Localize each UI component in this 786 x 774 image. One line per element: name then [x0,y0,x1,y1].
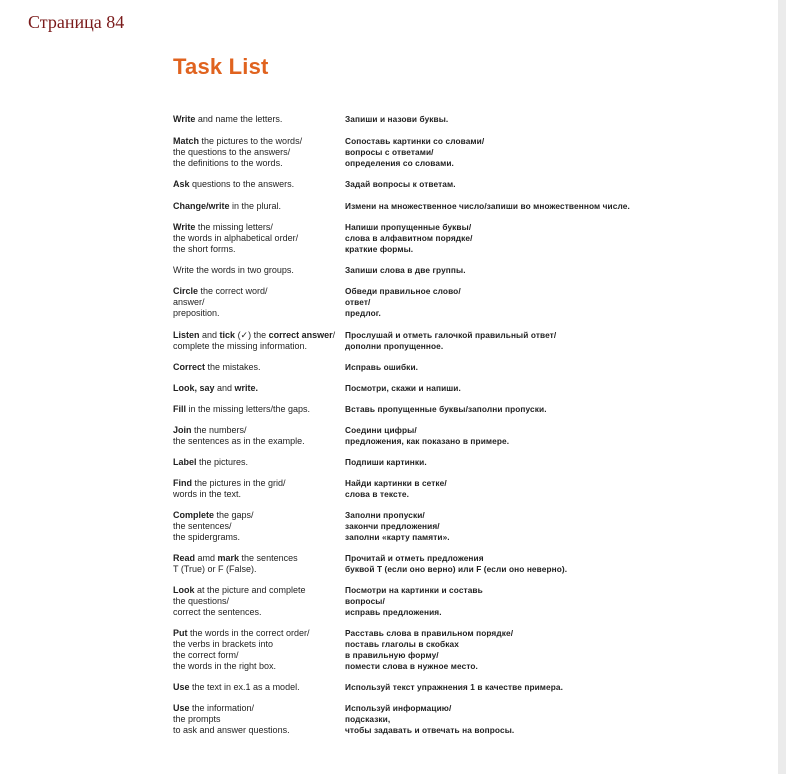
task-russian-line: помести слова в нужное место. [345,661,478,671]
task-russian-line: Прослушай и отметь галочкой правильный ответ/ [345,330,557,340]
task-russian-line: предложения, как показано в примере. [345,436,510,446]
task-russian-line: слова в алфавитном порядке/ [345,233,473,243]
task-keyword: Change/write [173,201,230,211]
task-russian-line: вопросы с ответами/ [345,147,434,157]
task-english [173,425,345,447]
task-row [173,383,753,394]
task-row [173,330,753,352]
task-russian-line: заполни «карту памяти». [345,532,450,542]
task-english-line [173,179,345,190]
task-keyword: Correct [173,362,206,372]
task-row [173,553,753,575]
task-text: the words in the right box. [173,661,277,671]
task-row [173,404,753,415]
task-russian [345,179,753,190]
task-russian [345,404,753,415]
task-text: and name the letters. [195,114,283,124]
task-russian-line: закончи предложения/ [345,521,440,531]
task-english-line [173,265,345,276]
task-row [173,265,753,276]
task-text: the questions/ [173,596,230,606]
task-english-line [173,703,345,714]
task-english-line [173,564,345,575]
task-text: words in the text. [173,489,242,499]
task-english-line [173,436,345,447]
task-text: the sentences as in the example. [173,436,305,446]
task-russian-line: предлог. [345,308,381,318]
task-keyword: Label [173,457,197,467]
task-row [173,425,753,447]
task-keyword: Use [173,682,190,692]
task-english [173,585,345,618]
task-russian-line: в правильную форму/ [345,650,439,660]
task-russian-line: Расставь слова в правильном порядке/ [345,628,514,638]
task-row [173,585,753,618]
task-english [173,286,345,319]
task-russian [345,114,753,125]
task-english [173,265,345,276]
task-russian [345,682,753,693]
task-russian-line: Подпиши картинки. [345,457,427,467]
task-keyword: Write [173,222,196,232]
page-number-label: Страница 84 [28,12,125,32]
task-text: the verbs in brackets into [173,639,274,649]
task-english [173,201,345,212]
task-english-line [173,596,345,607]
task-english-line [173,714,345,725]
task-russian-line: Обведи правильное слово/ [345,286,461,296]
task-english [173,553,345,575]
task-russian [345,553,753,575]
task-russian [345,201,753,212]
task-english-line [173,478,345,489]
task-english-line [173,404,345,415]
task-english-line [173,521,345,532]
task-english-line [173,628,345,639]
task-text: correct the sentences. [173,607,262,617]
task-russian-line: буквой T (если оно верно) или F (если оно неверно). [345,564,568,574]
task-text: the correct word/ [198,286,268,296]
task-russian-line: Напиши пропущенные буквы/ [345,222,472,232]
task-text: the text in ex.1 as a model. [189,682,300,692]
task-row [173,362,753,373]
task-english-line [173,425,345,436]
task-russian-line: Запиши слова в две группы. [345,265,466,275]
task-text: the gaps/ [214,510,254,520]
task-english [173,478,345,500]
task-russian-line: Используй текст упражнения 1 в качестве примера. [345,682,564,692]
task-russian-line: Используй информацию/ [345,703,452,713]
task-russian-line: вопросы/ [345,596,385,606]
task-keyword: tick [219,330,236,340]
task-english-line [173,489,345,500]
task-english [173,510,345,543]
task-russian [345,265,753,276]
task-russian [345,425,753,447]
task-keyword: mark [217,553,240,563]
task-list [173,114,753,736]
task-english-line [173,607,345,618]
task-keyword: Use [173,703,190,713]
task-russian-line: Задай вопросы к ответам. [345,179,456,189]
task-russian [345,383,753,394]
task-row [173,628,753,672]
task-row [173,179,753,190]
task-text: to ask and answer questions. [173,725,290,735]
task-text: the words in alphabetical order/ [173,233,299,243]
page-title: Task List [173,54,269,79]
task-english-line [173,286,345,297]
task-russian [345,510,753,543]
task-text: the information/ [189,703,255,713]
task-text: the sentences [239,553,298,563]
task-english [173,136,345,169]
task-russian-line: Запиши и назови буквы. [345,114,449,124]
task-english [173,362,345,373]
task-english-line [173,244,345,255]
task-russian-line: слова в тексте. [345,489,409,499]
task-english [173,404,345,415]
task-text: and [214,383,235,393]
task-english-line [173,147,345,158]
task-row [173,136,753,169]
task-keyword: Look, say [173,383,215,393]
task-keyword: Complete [173,510,215,520]
task-russian [345,457,753,468]
task-russian [345,478,753,500]
task-russian-line: Исправь ошибки. [345,362,419,372]
task-russian-line: Прочитай и отметь предложения [345,553,484,563]
task-text: the short forms. [173,244,236,254]
task-text: the spidergrams. [173,532,241,542]
task-english-line [173,650,345,661]
task-russian-line: Заполни пропуски/ [345,510,425,520]
task-russian [345,286,753,319]
task-english [173,383,345,394]
task-text: (✓) the [235,330,269,340]
task-text: preposition. [173,308,220,318]
task-keyword: Join [173,425,192,435]
task-text: complete the missing information. [173,341,308,351]
task-english-line [173,725,345,736]
task-english-line [173,114,345,125]
task-english [173,628,345,672]
task-russian-line: исправь предложения. [345,607,442,617]
task-russian-line: Посмотри, скажи и напиши. [345,383,461,393]
task-text: the mistakes. [205,362,261,372]
task-text: the pictures in the grid/ [192,478,286,488]
task-russian [345,222,753,255]
task-text: the correct form/ [173,650,239,660]
task-text: Write the words in two groups. [173,265,294,275]
task-text: T (True) or F (False). [173,564,257,574]
task-text: the pictures. [196,457,249,467]
task-russian-line: подсказки, [345,714,391,724]
task-english-line [173,222,345,233]
task-text: the prompts [173,714,221,724]
task-english-line [173,330,345,341]
task-keyword: Look [173,585,195,595]
task-english-line [173,341,345,352]
task-russian-line: ответ/ [345,297,371,307]
task-english-line [173,661,345,672]
task-keyword: Circle [173,286,199,296]
task-russian-line: Найди картинки в сетке/ [345,478,447,488]
task-text: the pictures to the words/ [199,136,303,146]
scanned-page [160,44,760,764]
task-text: / [332,330,336,340]
task-keyword: Match [173,136,200,146]
task-keyword: Write [173,114,196,124]
task-text: answer/ [173,297,205,307]
task-english-line [173,510,345,521]
task-english [173,114,345,125]
task-text: and [199,330,220,340]
task-english-line [173,136,345,147]
task-russian [345,585,753,618]
task-english [173,330,345,352]
task-english-line [173,532,345,543]
task-russian [345,362,753,373]
task-russian-line: Посмотри на картинки и составь [345,585,483,595]
task-english [173,703,345,736]
task-keyword: Put [173,628,188,638]
task-keyword: Find [173,478,192,488]
task-row [173,222,753,255]
task-text: the definitions to the words. [173,158,283,168]
task-text: the words in the correct order/ [187,628,310,638]
task-english [173,222,345,255]
task-russian-line: дополни пропущенное. [345,341,444,351]
task-english [173,457,345,468]
task-english-line [173,308,345,319]
task-russian [345,136,753,169]
task-russian [345,628,753,672]
task-row [173,457,753,468]
task-text: the missing letters/ [195,222,273,232]
task-keyword: correct answer [268,330,333,340]
task-english [173,682,345,693]
task-english [173,179,345,190]
task-keyword: Read [173,553,196,563]
task-russian-line: Измени на множественное число/запиши во множественном числе. [345,201,630,211]
task-text: amd [195,553,218,563]
task-row [173,510,753,543]
task-english-line [173,457,345,468]
task-english-line [173,682,345,693]
task-keyword: Listen [173,330,200,340]
task-row [173,201,753,212]
task-row [173,478,753,500]
task-russian-line: поставь глаголы в скобках [345,639,459,649]
task-row [173,286,753,319]
task-russian [345,703,753,736]
task-english-line [173,585,345,596]
task-english-line [173,362,345,373]
task-keyword: Ask [173,179,190,189]
task-english-line [173,297,345,308]
task-russian [345,330,753,352]
task-russian-line: Вставь пропущенные буквы/заполни пропуски. [345,404,547,414]
task-russian-line: Соедини цифры/ [345,425,417,435]
task-english-line [173,553,345,564]
task-row [173,114,753,125]
task-russian-line: чтобы задавать и отвечать на вопросы. [345,725,515,735]
task-english-line [173,201,345,212]
task-english-line [173,639,345,650]
task-english-line [173,233,345,244]
task-english-line [173,158,345,169]
task-text: in the plural. [229,201,282,211]
task-russian-line: краткие формы. [345,244,414,254]
task-russian-line: Сопоставь картинки со словами/ [345,136,485,146]
task-english-line [173,383,345,394]
task-russian-line: определения со словами. [345,158,454,168]
task-text: the sentences/ [173,521,232,531]
task-row [173,703,753,736]
task-text: at the picture and complete [194,585,306,595]
task-row [173,682,753,693]
task-keyword: Fill [173,404,186,414]
page-edge [778,0,786,774]
task-text: in the missing letters/the gaps. [186,404,311,414]
task-keyword: write. [234,383,259,393]
task-text: the numbers/ [191,425,247,435]
task-text: questions to the answers. [189,179,295,189]
task-text: the questions to the answers/ [173,147,291,157]
